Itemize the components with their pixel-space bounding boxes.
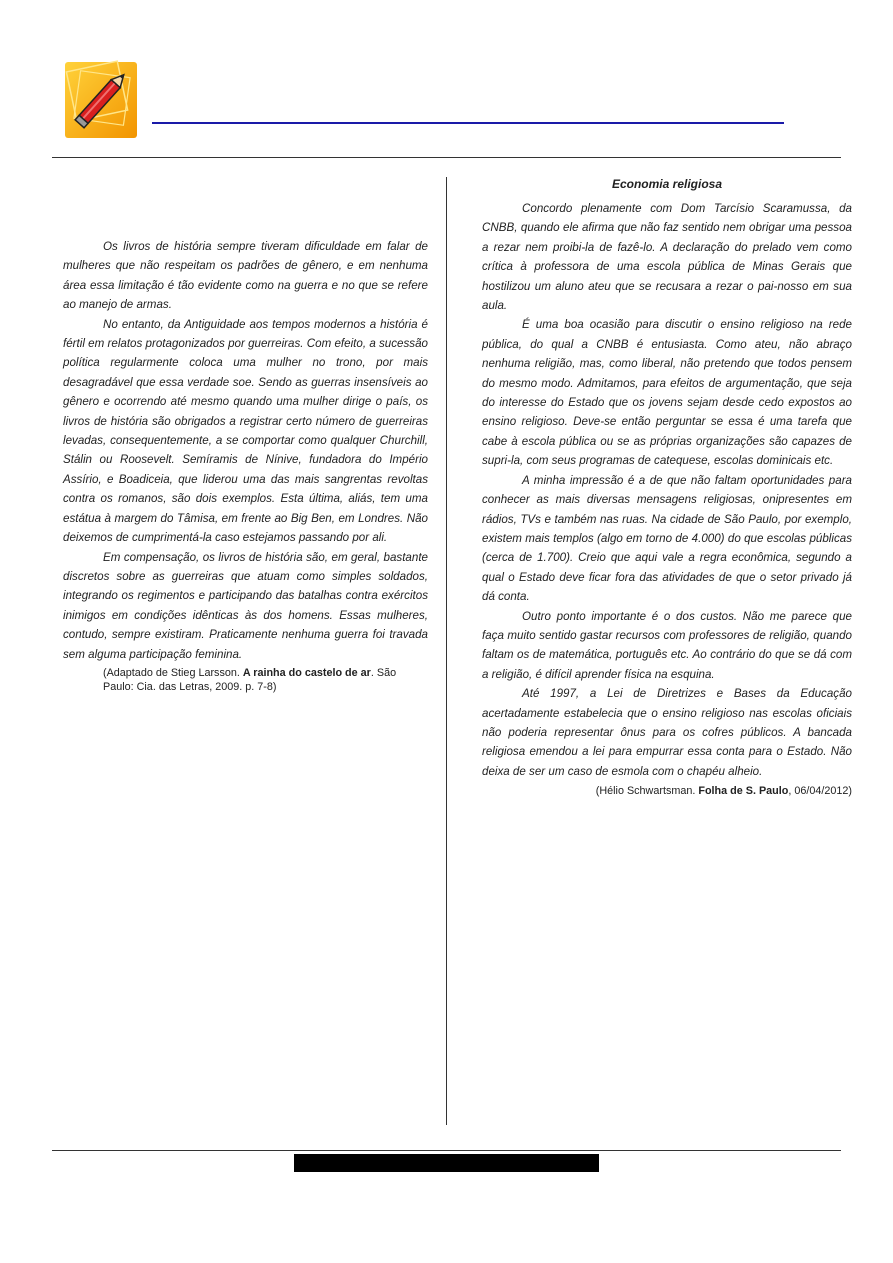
paragraph: A minha impressão é a de que não faltam oportunidades para conhecer as mais diversas mensagens religiosas, onipresentes em rádios, TVs e também nas ruas. Na cidade de São Paulo, por exemplo, existem mais templos (algo em torno de 4.000) do que escolas públicas (cerca de 1.700). Creio que aqui vale a regra econômica, segundo a qual o Estado deve ficar fora das atividades de que o setor privado já dá conta. <box>482 473 852 604</box>
source-citation <box>103 666 428 694</box>
source-title: A rainha do castelo de ar <box>242 666 371 679</box>
source-title: Folha de S. Paulo <box>698 785 789 798</box>
source-prefix: (Adaptado de Stieg Larsson. <box>103 666 243 679</box>
paragraph: Em compensação, os livros de história são, em geral, bastante discretos sobre as guerreiras que atuam como simples soldados, integrando os regimentos e participando das batalhas contra exércitos inimigos em condições idênticas às dos homens. Essas mulheres, contudo, sempre existiram. Praticamente nenhuma guerra foi travada sem alguma participação feminina. <box>63 550 428 661</box>
source-suffix: , 06/04/2012) <box>788 785 852 798</box>
header-divider <box>52 157 841 158</box>
article-title: Economia religiosa <box>611 177 723 191</box>
header-line <box>152 122 784 124</box>
footer-divider <box>52 1150 841 1151</box>
paragraph: No entanto, da Antiguidade aos tempos modernos a história é fértil em relatos protagonizados por guerreiras. Com efeito, a sucessão política regularmente coloca uma mulher no trono, por mais desagradável que essa verdade soe. Sendo as guerras insensíveis ao gênero e ocorrendo até mesmo quando uma mulher dirige o país, os livros de história são obrigados a registrar certo número de guerreiras levadas, consequentemente, a se comportar como qualquer Churchill, Stálin ou Roosevelt. Semíramis de Nínive, fundadora do Império Assírio, e Boadiceia, que liderou uma das mais sangrentas revoltas contra os romanos, são dois exemplos. Esta última, aliás, tem uma estátua à margem do Tâmisa, em frente ao Big Ben, em Londres. Não deixemos de cumprimentá-la caso estejamos passando por ali. <box>63 317 428 545</box>
paragraph: Concordo plenamente com Dom Tarcísio Scaramussa, da CNBB, quando ele afirma que não faz sentido nem obrigar uma pessoa a rezar nem proibi-la de fazê-lo. A declaração do prelado vem como crítica à professora de uma escola pública de Minas Gerais que hostilizou um aluno ateu que se recusara a rezar o pai-nosso em sua aula. <box>482 202 852 313</box>
logo-pencil-icon <box>63 60 139 140</box>
source-prefix: (Hélio Schwartsman. <box>595 785 699 798</box>
paragraph: Até 1997, a Lei de Diretrizes e Bases da Educação acertadamente estabelecia que o ensino religioso nas escolas oficiais não poderia representar ônus para os cofres públicos. A bancada religiosa emendou a lei para empurrar essa conta para o Estado. Não deixa de ser um caso de esmola com o chapéu alheio. <box>482 687 852 778</box>
source-suffix: . São Paulo: Cia. das Letras, 2009. p. 7-8) <box>103 666 397 693</box>
right-column-text <box>482 175 852 799</box>
paragraph: Os livros de história sempre tiveram dificuldade em falar de mulheres que não respeitam os padrões de gênero, e em nenhuma área essa limitação é tão evidente como na guerra e no que se refere ao manejo de armas. <box>63 240 428 312</box>
footer-bar <box>294 1154 599 1172</box>
left-column-text <box>63 237 428 694</box>
paragraph: É uma boa ocasião para discutir o ensino religioso na rede pública, do qual a CNBB é entusiasta. Como ateu, não abraço nenhuma religião, mas, como liberal, não pretendo que todos pensem do mesmo modo. Admitamos, para efeitos de argumentação, que seja do interesse do Estado que os jovens sejam desde cedo expostos ao ensino religioso. Deve-se então perguntar se essa é uma tarefa que cabe à escola pública ou se as próprias organizações são capazes de supri-la, com seus programas de catequese, escolas dominicais etc. <box>482 318 852 468</box>
paragraph: Outro ponto importante é o dos custos. Não me parece que faça muito sentido gastar recursos com professores de religião, quando faltam os de matemática, português etc. Ao contrário do que se dá com a religião, é difícil aprender física na esquina. <box>482 609 852 681</box>
column-divider <box>446 177 447 1125</box>
source-citation <box>482 783 852 799</box>
